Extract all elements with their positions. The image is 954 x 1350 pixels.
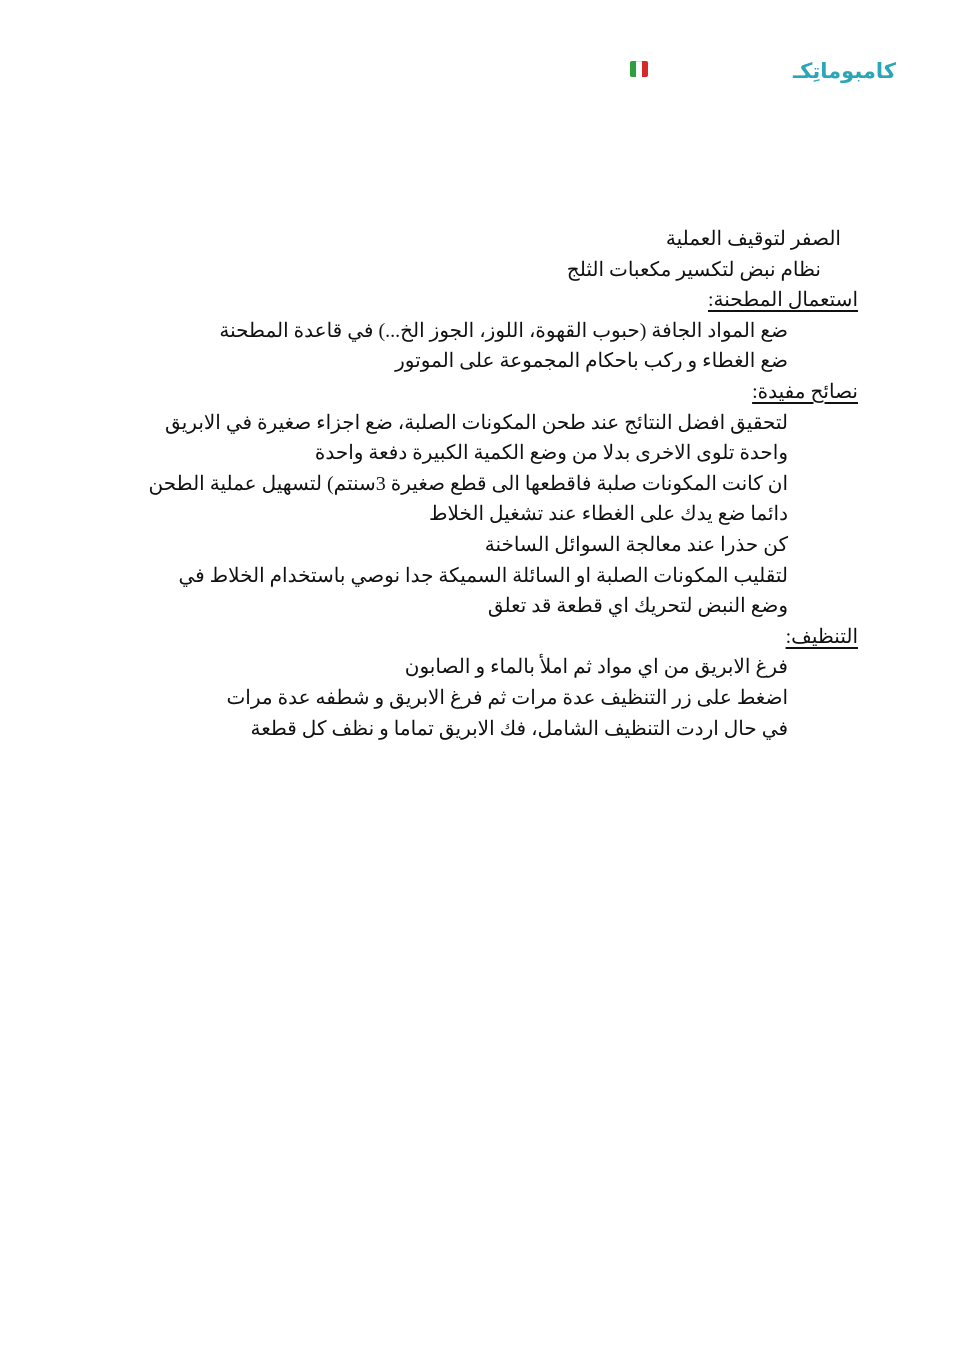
section-heading-grinder-text: استعمال المطحنة: <box>707 289 858 312</box>
section-heading-cleaning <box>120 622 858 653</box>
cleaning-item: فرغ الابريق من اي مواد ثم املأ بالماء و الصابون <box>404 656 788 679</box>
brand-logo-text: كامبوماتِكـ <box>792 59 896 83</box>
italian-flag-icon <box>630 61 648 77</box>
tip-item: ان كانت المكونات صلبة فاقطعها الى قطع صغيرة 3سنتم) لتسهيل عملية الطحن <box>148 472 788 495</box>
tip-item: دائما ضع يدك على الغطاء عند تشغيل الخلاط <box>429 503 788 526</box>
section-heading-tips <box>120 377 858 408</box>
tip-item: كن حذرا عند معالجة السوائل الساخنة <box>484 533 788 556</box>
intro-line-pulse: نظام نبض لتكسير مكعبات الثلج <box>566 258 821 281</box>
grinder-item: ضع المواد الجافة (حبوب القهوة، اللوز، الجوز الخ...) في قاعدة المطحنة <box>219 319 788 342</box>
section-heading-grinder <box>120 285 858 316</box>
cleaning-item: في حال اردت التنظيف الشامل، فك الابريق تماما و نظف كل قطعة <box>250 717 788 740</box>
instructions-document <box>120 224 858 744</box>
grinder-item: ضع الغطاء و ركب باحكام المجموعة على الموتور <box>395 350 788 373</box>
section-heading-tips-text: نصائح مفيدة: <box>752 380 858 403</box>
flag-stripe-red <box>642 61 648 77</box>
brand-logo <box>630 58 896 84</box>
tip-item: لتقليب المكونات الصلبة او السائلة السميكة جدا نوصي باستخدام الخلاط في وضع النبض لتحريك اي قطعة قد تعلق <box>178 564 788 618</box>
tip-item: لتحقيق افضل النتائج عند طحن المكونات الصلبة، ضع اجزاء صغيرة في الابريق واحدة تلوى الاخرى بدلا من وضع الكمية الكبيرة دفعة واحدة <box>165 411 788 465</box>
intro-line-stop: الصفر لتوقيف العملية <box>665 228 841 250</box>
cleaning-item: اضغط على زر التنظيف عدة مرات ثم فرغ الابريق و شطفه عدة مرات <box>226 686 788 709</box>
section-heading-cleaning-text: التنظيف: <box>785 625 858 648</box>
